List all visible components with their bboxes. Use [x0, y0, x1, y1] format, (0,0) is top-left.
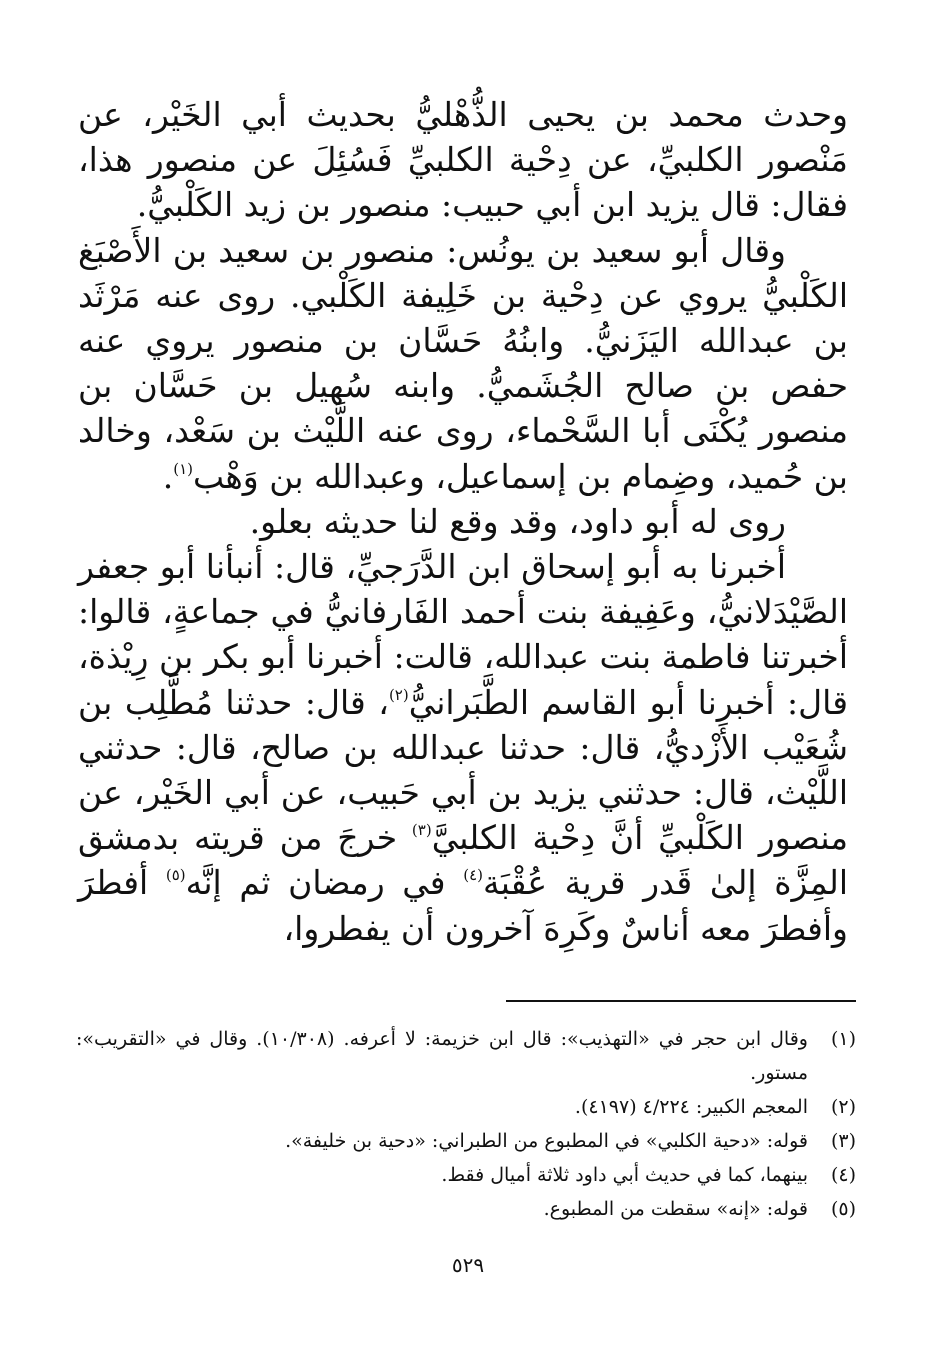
footnote-text: وقال ابن حجر في «التهذيب»: قال ابن خزيمة: لا أعرفه. (١٠/٣٠٨). وقال في «التقريب»: مستور.: [76, 1028, 808, 1084]
footnote-ref-5[interactable]: (٥): [165, 866, 186, 885]
footnote-text: قوله: «إنه» سقطت من المطبوع.: [543, 1198, 808, 1220]
paragraph-2-end: .: [162, 456, 174, 496]
footnote-text: المعجم الكبير: ٤/٢٢٤ (٤١٩٧).: [574, 1096, 808, 1118]
footnote-number: (٤): [830, 1164, 856, 1186]
footnote-text: بينهما، كما في حديث أبي داود ثلاثة أميال فقط.: [441, 1164, 808, 1186]
page-number: ٥٢٩: [451, 1253, 485, 1277]
footnote-3: [76, 1124, 856, 1158]
footnote-number: (٣): [830, 1130, 856, 1152]
footnote-number: (٢): [830, 1096, 856, 1118]
footnote-number: (٥): [830, 1198, 856, 1220]
paragraph-4-part-e: أفطرَ وأفطرَ معه أناسٌ وكَرِهَ آخرون أن يفطروا،: [78, 863, 848, 948]
footnote-2: [76, 1090, 856, 1124]
footnote-ref-3[interactable]: (٣): [411, 821, 432, 840]
footnote-4: [76, 1158, 856, 1192]
footnote-1: [76, 1022, 856, 1090]
footnote-ref-1[interactable]: (١): [173, 459, 193, 478]
paragraph-2-text: وقال أبو سعيد بن يونُس: منصور بن سعيد بن الأَصْبَغ الكَلْبيُّ يروي عن دِحْية بن خَلِيفة الكَلْبي. روى عنه مَرْثَد بن عبدالله اليَزَنيُّ. وابنُهُ حَسَّان بن منصور يروي عنه حفص بن صالح الجُشَميُّ. وابنه سُهيل بن حَسَّان بن منصور يُكْنَى أبا السَّحْماء، روى عنه اللَّيْث بن سَعْد، وخالد بن حُميد، وضِمام بن إسماعيل، وعبدالله بن وَهْب: [78, 230, 848, 496]
footnote-divider: [506, 1000, 856, 1002]
footnotes: [76, 1022, 856, 1226]
main-text: [78, 92, 848, 951]
paragraph-4-part-c: خرجَ من قريته بدمشق المِزَّة إلىٰ قَدر قرية عُقْبَة: [78, 818, 849, 903]
footnote-ref-2[interactable]: (٢): [388, 685, 409, 704]
footnote-text: قوله: «دحية الكلبي» في المطبوع من الطبراني: «دحية بن خليفة».: [285, 1130, 808, 1152]
footnote-number: (١): [830, 1028, 856, 1050]
paragraph-2: [78, 228, 848, 499]
footnote-ref-4[interactable]: (٤): [463, 866, 483, 885]
paragraph-4-part-b: ، قال: حدثنا مُطَّلِب بن شُعَيْب الأَزْديُّ، قال: حدثنا عبدالله بن صالح، قال: حدثني اللَّيْث، قال: حدثني يزيد بن أبي حَبيب، عن أبي الخَيْر، عن منصور الكَلْبيِّ أنَّ دِحْية الكلبيَّ: [78, 682, 848, 858]
paragraph-1: وحدث محمد بن يحيى الذُّهْليُّ بحديث أبي الخَيْر، عن مَنْصور الكلبيِّ، عن دِحْية الكلبيِّ فَسُئِلَ عن منصور هذا، فقال: قال يزيد ابن أبي حبيب: منصور بن زيد الكَلْبيُّ.: [78, 95, 848, 225]
footnote-5: [76, 1192, 856, 1226]
paragraph-4-part-a: أخبرنا به أبو إسحاق ابن الدَّرَجيِّ، قال: أنبأنا أبو جعفر الصَّيْدَلانيُّ، وعَفِيفة بنت أحمد الفَارفانيُّ في جماعةٍ، قالوا: أخبرتنا فاطمة بنت عبدالله، قالت: أخبرنا أبو بكر بن رِيْذة، قال: أخبرنا أبو القاسم الطَّبَرانيُّ: [78, 547, 848, 722]
paragraph-3: روى له أبو داود، وقد وقع لنا حديثه بعلو.: [249, 501, 786, 541]
paragraph-4: [78, 544, 848, 951]
paragraph-4-part-d: في رمضان ثم إنَّه: [185, 863, 464, 903]
